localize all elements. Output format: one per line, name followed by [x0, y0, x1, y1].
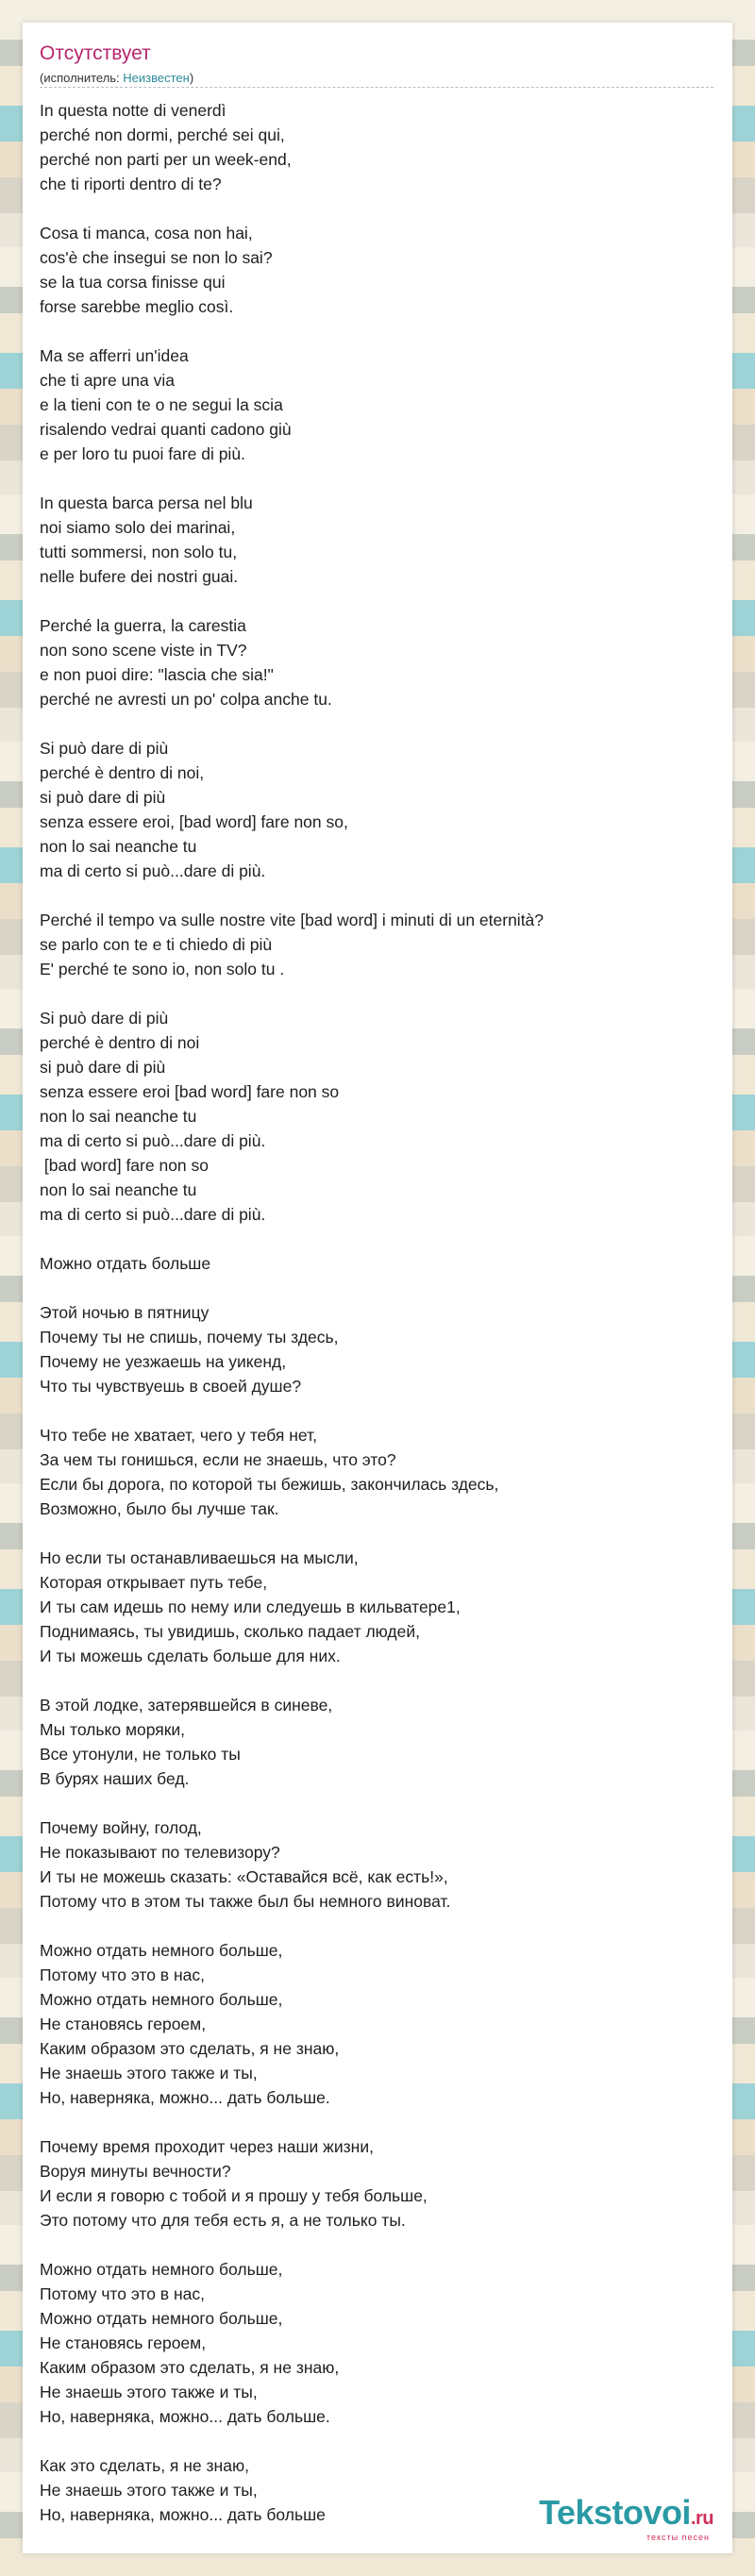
lyric-line: Почему ты не спишь, почему ты здесь,: [40, 1328, 339, 1347]
lyrics-stanza: [40, 613, 719, 711]
lyric-line: Не показывают по телевизору?: [40, 1843, 280, 1862]
lyric-line: Каким образом это сделать, я не знаю,: [40, 2358, 340, 2377]
lyric-line: non sono scene viste in TV?: [40, 641, 247, 660]
lyrics-stanza: [40, 1006, 719, 1227]
artist-line: [40, 71, 193, 86]
lyric-line: Ma se afferri un'idea: [40, 346, 189, 365]
lyric-line: senza essere eroi [bad word] fare non so: [40, 1082, 340, 1101]
site-logo[interactable]: [539, 2495, 713, 2542]
lyric-line: Perché la guerra, la carestia: [40, 616, 246, 635]
lyric-line: Потому что это в нас,: [40, 1965, 205, 1984]
lyrics-stanza: [40, 736, 719, 883]
logo-tld: .ru: [690, 2508, 713, 2529]
lyric-line: Если бы дорога, по которой ты бежишь, закончилась здесь,: [40, 1475, 499, 1494]
lyric-line: non lo sai neanche tu: [40, 1180, 197, 1199]
lyric-line: Не становясь героем,: [40, 2015, 207, 2033]
lyric-line: che ti apre una via: [40, 371, 176, 390]
lyric-line: Мы только моряки,: [40, 1720, 186, 1739]
lyric-line: che ti riporti dentro di te?: [40, 175, 222, 193]
lyric-line: Cosa ti manca, cosa non hai,: [40, 224, 253, 243]
lyric-line: Можно отдать немного больше,: [40, 1941, 283, 1960]
lyrics-stanza: [40, 2134, 719, 2233]
lyric-line: Не становясь героем,: [40, 2333, 207, 2352]
lyric-line: perché è dentro di noi,: [40, 763, 205, 782]
lyric-line: non lo sai neanche tu: [40, 837, 197, 856]
artist-prefix: (исполнитель:: [40, 71, 124, 85]
lyric-line: И если я говорю с тобой и я прошу у тебя больше,: [40, 2186, 428, 2205]
lyric-line: Возможно, было бы лучше так.: [40, 1499, 279, 1518]
lyric-line: cos'è che insegui se non lo sai?: [40, 248, 273, 267]
lyric-line: Потому что в этом ты также был бы немного виноват.: [40, 1892, 451, 1911]
lyric-line: [bad word] fare non so: [40, 1156, 209, 1175]
lyric-line: Почему время проходит через наши жизни,: [40, 2137, 374, 2156]
lyric-line: non lo sai neanche tu: [40, 1107, 197, 1126]
lyric-line: Почему войну, голод,: [40, 1818, 202, 1837]
lyrics-stanza: [40, 908, 719, 981]
lyric-line: In questa barca persa nel blu: [40, 493, 253, 512]
lyric-line: Каким образом это сделать, я не знаю,: [40, 2039, 340, 2058]
lyric-line: За чем ты гонишься, если не знаешь, что это?: [40, 1450, 396, 1469]
lyric-line: nelle bufere dei nostri guai.: [40, 567, 239, 586]
lyric-line: si può dare di più: [40, 788, 166, 807]
lyric-line: Что тебе не хватает, чего у тебя нет,: [40, 1426, 317, 1445]
lyrics-stanza: [40, 2257, 719, 2429]
lyric-line: ma di certo si può...dare di più.: [40, 1205, 266, 1224]
lyrics-stanza: [40, 1251, 719, 1276]
lyric-line: ma di certo si può...dare di più.: [40, 1131, 266, 1150]
lyric-line: Почему не уезжаешь на уикенд,: [40, 1352, 287, 1371]
lyrics-stanza: [40, 491, 719, 589]
lyric-line: Потому что это в нас,: [40, 2284, 205, 2303]
lyric-line: Что ты чувствуешь в своей душе?: [40, 1377, 302, 1396]
lyrics-stanza: [40, 343, 719, 466]
lyric-line: И ты можешь сделать больше для них.: [40, 1647, 341, 1665]
artist-link[interactable]: Неизвестен: [123, 71, 190, 85]
lyric-line: Si può dare di più: [40, 739, 169, 758]
lyric-line: si può dare di più: [40, 1058, 166, 1077]
lyrics-stanza: [40, 1300, 719, 1398]
lyric-line: e la tieni con te o ne segui la scia: [40, 395, 283, 414]
lyric-line: Это потому что для тебя есть я, а не только ты.: [40, 2211, 406, 2230]
lyric-line: Можно отдать немного больше,: [40, 1990, 283, 2009]
lyric-line: Можно отдать немного больше,: [40, 2309, 283, 2328]
lyric-line: se la tua corsa finisse qui: [40, 273, 226, 292]
lyric-line: perché non parti per un week-end,: [40, 150, 292, 169]
lyrics-stanza: [40, 221, 719, 319]
lyric-line: noi siamo solo dei marinai,: [40, 518, 236, 537]
lyrics-stanza: [40, 1815, 719, 1914]
lyric-line: senza essere eroi, [bad word] fare non so,: [40, 812, 348, 831]
lyric-line: Не знаешь этого также и ты,: [40, 2481, 258, 2500]
lyric-line: Не знаешь этого также и ты,: [40, 2383, 258, 2401]
lyric-line: E' perché te sono io, non solo tu .: [40, 960, 285, 979]
lyric-line: Как это сделать, я не знаю,: [40, 2456, 249, 2475]
lyric-line: Воруя минуты вечности?: [40, 2162, 231, 2181]
lyrics-body: [40, 98, 719, 2551]
lyric-line: perché ne avresti un po' colpa anche tu.: [40, 690, 332, 709]
lyric-line: Не знаешь этого также и ты,: [40, 2064, 258, 2083]
logo-name: Tekstovoi: [539, 2493, 691, 2532]
lyric-line: В бурях наших бед.: [40, 1769, 190, 1788]
lyric-line: И ты не можешь сказать: «Оставайся всё, как есть!»,: [40, 1867, 448, 1886]
lyrics-stanza: [40, 1423, 719, 1521]
lyric-line: ma di certo si può...dare di più.: [40, 861, 266, 880]
lyric-line: se parlo con te e ti chiedo di più: [40, 935, 273, 954]
lyric-line: Но, наверняка, можно... дать больше: [40, 2505, 326, 2524]
lyric-line: И ты сам идешь по нему или следуешь в кильватере1,: [40, 1597, 461, 1616]
artist-suffix: ): [189, 71, 194, 85]
lyric-line: Но, наверняка, можно... дать больше.: [40, 2407, 330, 2426]
song-title: Отсутствует: [40, 42, 151, 64]
lyrics-stanza: [40, 1546, 719, 1668]
lyric-line: Si può dare di più: [40, 1009, 169, 1028]
lyric-line: risalendo vedrai quanti cadono giù: [40, 420, 292, 439]
lyric-line: perché non dormi, perché sei qui,: [40, 125, 285, 144]
lyric-line: Этой ночью в пятницу: [40, 1303, 210, 1322]
lyric-line: In questa notte di venerdì: [40, 101, 226, 120]
lyrics-card: [23, 23, 732, 2553]
lyric-line: perché è dentro di noi: [40, 1033, 200, 1052]
lyrics-stanza: [40, 98, 719, 196]
lyric-line: forse sarebbe meglio così.: [40, 297, 234, 316]
lyric-line: Все утонули, не только ты: [40, 1745, 241, 1764]
lyric-line: e non puoi dire: "lascia che sia!": [40, 665, 274, 684]
logo-tagline: тексты песен: [646, 2533, 710, 2542]
lyric-line: Можно отдать больше: [40, 1254, 211, 1273]
lyric-line: Но если ты останавливаешься на мысли,: [40, 1548, 359, 1567]
lyric-line: Но, наверняка, можно... дать больше.: [40, 2088, 330, 2107]
lyric-line: Поднимаясь, ты увидишь, сколько падает людей,: [40, 1622, 420, 1641]
lyric-line: tutti sommersi, non solo tu,: [40, 543, 238, 561]
lyric-line: Можно отдать немного больше,: [40, 2260, 283, 2279]
lyric-line: В этой лодке, затерявшейся в синеве,: [40, 1696, 333, 1715]
lyric-line: e per loro tu puoi fare di più.: [40, 444, 245, 463]
lyric-line: Которая открывает путь тебе,: [40, 1573, 268, 1592]
header-divider: [40, 87, 713, 88]
lyrics-stanza: [40, 1693, 719, 1791]
lyrics-stanza: [40, 1938, 719, 2110]
lyric-line: Perché il tempo va sulle nostre vite [bad word] i minuti di un eternità?: [40, 911, 545, 929]
